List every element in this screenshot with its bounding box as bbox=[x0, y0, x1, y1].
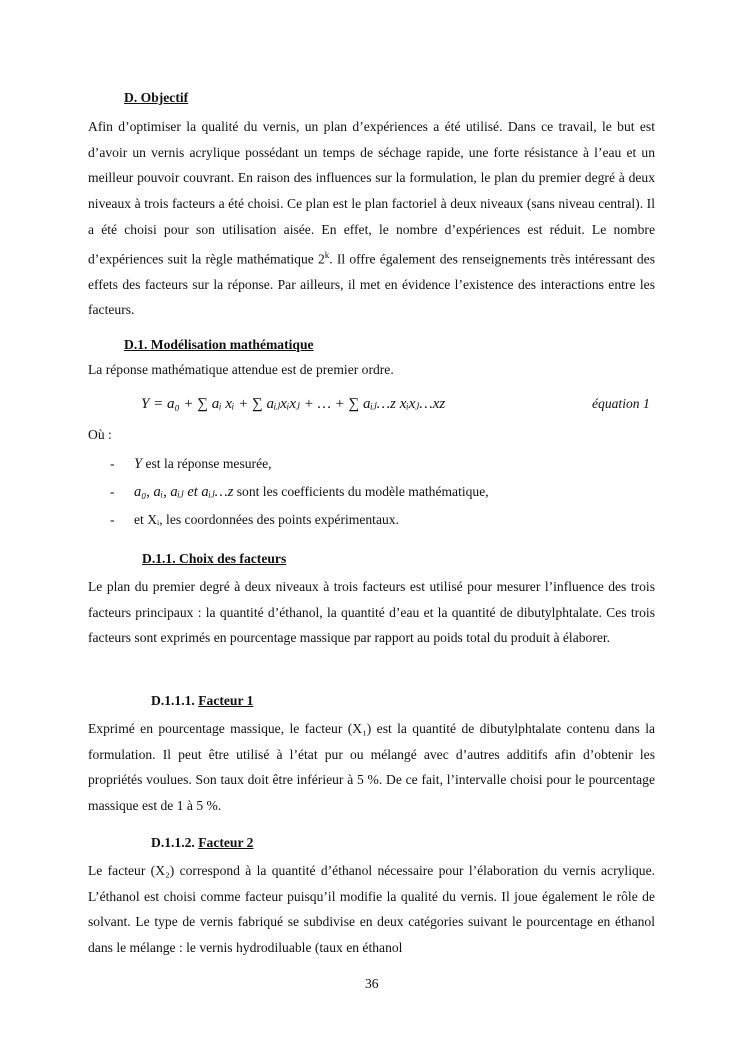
paragraph-facteur1: Exprimé en pourcentage massique, le facteur (X₁) est la quantité de dibutylphtalate contenu dans la formulation. Il peut être utilisé à l’état pur ou mélangé avec d’autres additifs afin d’obtenir les propriétés voulues. Son taux doit être inférieur à 5 %. De ce fait, l’intervalle choisi pour le pourcentage massique est de 1 à 5 %. bbox=[88, 721, 655, 814]
ou-label: Où : bbox=[88, 427, 112, 442]
heading-d11-choix: D.1.1. Choix des facteurs bbox=[142, 551, 287, 566]
heading-d1-modelisation: D.1. Modélisation mathématique bbox=[124, 337, 314, 352]
heading-d-objectif: D. Objectif bbox=[124, 90, 189, 105]
list-item: - a₀, aᵢ, aᵢⱼ et aᵢⱼ…z sont les coefficients du modèle mathématique, bbox=[110, 484, 489, 500]
list-item: - Y est la réponse mesurée, bbox=[110, 456, 272, 472]
paragraph-objectif: Afin d’optimiser la qualité du vernis, un plan d’expériences a été utilisé. Dans ce travail, le but est d’avoir un vernis acrylique possédant un temps de séchage rapide, une forte résistance à l’eau et un meilleur pouvoir couvrant. En raison des influences sur la formulation, le plan du premier degré à deux niveaux à trois facteurs a été choisi. Ce plan est le plan factoriel à deux niveaux (sans niveau central). Il a été choisi pour son utilisation aisée. En effet, le nombre d’expériences est réduit. Le nombre d’expériences suit la règle mathématique 2$^k$. Il offre également des renseignements très intéressant des effets des facteurs sur la réponse. Par ailleurs, il met en évidence l’existence des interactions entre les facteurs. bbox=[88, 119, 656, 318]
heading-d112-facteur2: D.1.1.2. Facteur 2 bbox=[151, 835, 254, 850]
equation-1: Y = a₀ + ∑ aᵢ xᵢ + ∑ aᵢⱼxᵢxⱼ + … + ∑ aᵢⱼ…z xᵢxⱼ…xz bbox=[141, 396, 446, 412]
page-number: 36 bbox=[365, 976, 379, 991]
list-item: - et Xᵢ, les coordonnées des points expérimentaux. bbox=[110, 512, 399, 527]
equation-label: équation 1 bbox=[592, 396, 650, 411]
paragraph-choix: Le plan du premier degré à deux niveaux à trois facteurs est utilisé pour mesurer l’influence des trois facteurs principaux : la quantité d’éthanol, la quantité d’eau et la quantité de dibutylphtalate. Ces trois facteurs sont exprimés en pourcentage massique par rapport au poids total du produit à élaborer. bbox=[88, 579, 655, 646]
paragraph-facteur2: Le facteur (X₂) correspond à la quantité d’éthanol nécessaire pour l’élaboration du vernis acrylique. L’éthanol est choisi comme facteur puisqu’il modifie la qualité du vernis. Il joue également le rôle de solvant. Le type de vernis fabriqué se subdivise en deux catégories suivant le pourcentage en éthanol dans le mélange : le vernis hydrodiluable (taux en éthanol bbox=[88, 863, 655, 956]
heading-d111-facteur1: D.1.1.1. Facteur 1 bbox=[151, 693, 254, 708]
paragraph-modelisation-intro: La réponse mathématique attendue est de premier ordre. bbox=[88, 362, 394, 377]
